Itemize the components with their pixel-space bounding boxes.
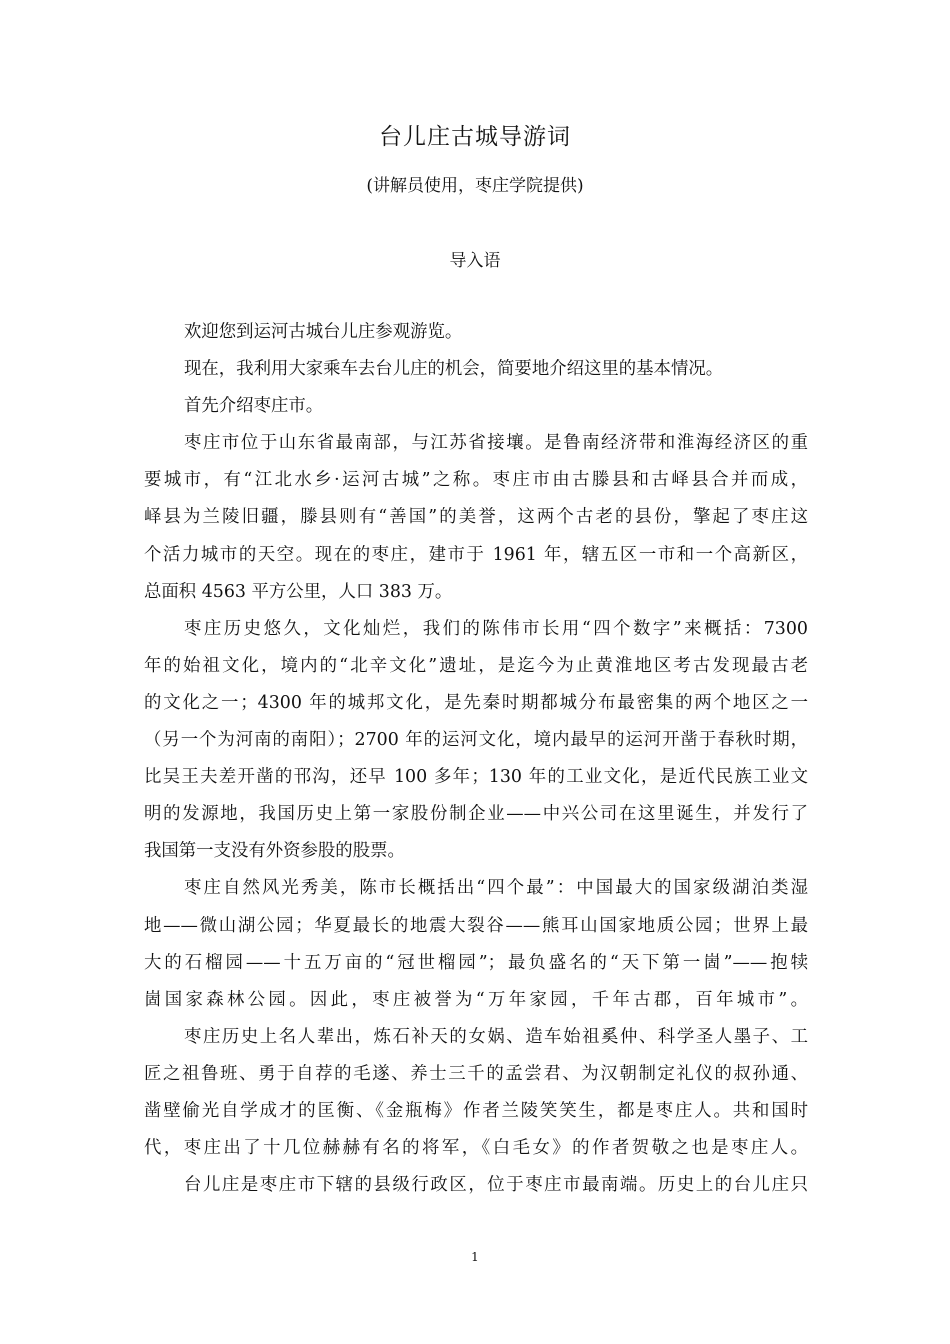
text-line: 要城市，有“江北水乡·运河古城”之称。枣庄市由古滕县和古峄县合并而成， [144, 470, 808, 491]
text-line: 欢迎您到运河古城台儿庄参观游览。 [184, 322, 463, 342]
text-line: 首先介绍枣庄市。 [184, 396, 324, 417]
text-line: 代，枣庄出了十几位赫赫有名的将军，《白毛女》的作者贺敬之也是枣庄人。 [144, 1138, 808, 1159]
text-line: 匠之祖鲁班、勇于自荐的毛遂、养士三千的孟尝君、为汉朝制定礼仪的叔孙通、 [144, 1063, 808, 1084]
page-number: 1 [471, 1250, 479, 1264]
document-title: 台儿庄古城导游词 [379, 124, 571, 150]
text-line: 大的石榴园——十五万亩的“冠世榴园”；最负盛名的“天下第一崮”——抱犊 [144, 952, 808, 973]
text-line: 峄县为兰陵旧疆，滕县则有“善国”的美誉，这两个古老的县份，擎起了枣庄这 [144, 507, 808, 528]
text-line: 凿壁偷光自学成才的匡衡、《金瓶梅》作者兰陵笑笑生，都是枣庄人。共和国时 [144, 1100, 808, 1121]
section-heading: 导入语 [449, 251, 501, 271]
text-line: 枣庄市位于山东省最南部，与江苏省接壤。是鲁南经济带和淮海经济区的重 [184, 433, 808, 454]
text-line: 总面积 4563 平方公里，人口 383 万。 [144, 581, 453, 602]
text-line: 枣庄历史悠久，文化灿烂，我们的陈伟市长用“四个数字”来概括：7300 [184, 618, 808, 639]
text-line: （另一个为河南的南阳）；2700 年的运河文化，境内最早的运河开凿于春秋时期， [144, 730, 808, 751]
text-line: 枣庄自然风光秀美，陈市长概括出“四个最”：中国最大的国家级湖泊类湿 [184, 878, 808, 899]
text-line: 明的发源地，我国历史上第一家股份制企业——中兴公司在这里诞生，并发行了 [144, 804, 808, 825]
document-body [144, 314, 808, 1204]
text-line: 年的始祖文化，境内的“北辛文化”遗址，是迄今为止黄淮地区考古发现最古老 [144, 655, 808, 676]
document-subtitle: (讲解员使用，枣庄学院提供) [366, 176, 584, 196]
text-line: 的文化之一；4300 年的城邦文化，是先秦时期都城分布最密集的两个地区之一 [144, 692, 808, 713]
text-line: 现在，我利用大家乘车去台儿庄的机会，简要地介绍这里的基本情况。 [184, 359, 724, 380]
text-line: 个活力城市的天空。现在的枣庄，建市于 1961 年，辖五区一市和一个高新区， [144, 544, 808, 565]
text-line: 崮国家森林公园。因此，枣庄被誉为“万年家园，千年古郡，百年城市”。 [144, 989, 808, 1010]
text-line: 枣庄历史上名人辈出，炼石补天的女娲、造车始祖奚仲、科学圣人墨子、工 [184, 1026, 808, 1047]
text-line: 台儿庄是枣庄市下辖的县级行政区，位于枣庄市最南端。历史上的台儿庄只 [184, 1175, 808, 1196]
text-line: 比吴王夫差开凿的邗沟，还早 100 多年；130 年的工业文化，是近代民族工业文 [144, 767, 808, 788]
text-line: 我国第一支没有外资参股的股票。 [144, 841, 405, 862]
text-line: 地——微山湖公园；华夏最长的地震大裂谷——熊耳山国家地质公园；世界上最 [144, 915, 808, 936]
